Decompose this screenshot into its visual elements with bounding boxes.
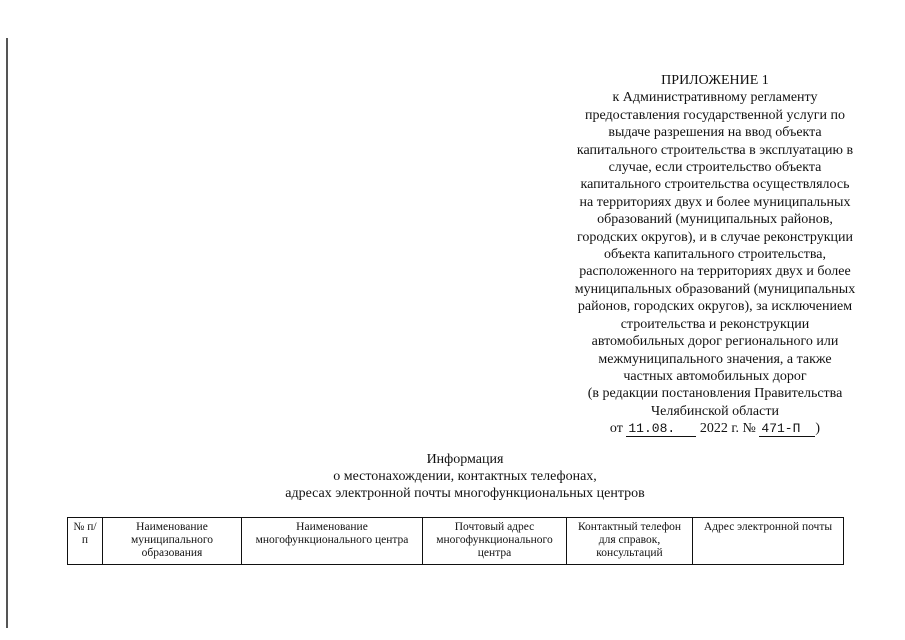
appendix-line: Челябинской области <box>651 403 779 419</box>
title-heading: Информация <box>426 452 504 467</box>
appendix-line: капитального строительства в эксплуатацию в <box>576 142 854 158</box>
col-header-postal-address: Почтовый адрес многофункционального центра <box>423 518 567 565</box>
col-header-phone: Контактный телефон для справок, консультаций <box>567 518 693 565</box>
appendix-line: объекта капитального строительства, <box>603 247 826 263</box>
appendix-line: (в редакции постановления Правительства <box>587 386 843 402</box>
col-header-mfc-name: Наименование многофункционального центра <box>242 518 423 565</box>
resolution-date-line <box>540 420 890 437</box>
col-header-number: № п/п <box>68 518 103 565</box>
appendix-line: муниципальных образований (муниципальных <box>574 281 856 297</box>
col-header-municipality: Наименование муниципального образования <box>103 518 242 565</box>
resolution-year: 2022 г. № <box>699 421 756 437</box>
appendix-line: к Административному регламенту <box>612 90 818 106</box>
appendix-line: автомобильных дорог регионального или <box>591 334 839 350</box>
appendix-line: строительства и реконструкции <box>620 316 810 332</box>
appendix-line: на территориях двух и более муниципальных <box>579 194 851 210</box>
col-header-email: Адрес электронной почты <box>693 518 844 565</box>
appendix-line: районов, городских округов), за исключением <box>577 299 853 315</box>
appendix-line: образований (муниципальных районов, <box>597 212 833 228</box>
appendix-line: частных автомобильных дорог <box>623 368 807 384</box>
appendix-line: капитального строительства осуществлялось <box>580 177 850 193</box>
date-prefix: от <box>609 421 623 437</box>
appendix-line: случае, если строительство объекта <box>608 160 822 176</box>
title-subheading: о местонахождении, контактных телефонах, <box>333 469 597 484</box>
appendix-line: городских округов), и в случае реконструкции <box>576 229 854 245</box>
resolution-date: 11.08. <box>626 422 696 437</box>
resolution-number: 471-П <box>759 422 815 437</box>
appendix-line: межмуниципального значения, а также <box>598 351 832 367</box>
appendix-title: ПРИЛОЖЕНИЕ 1 <box>661 73 769 88</box>
closing-paren: ) <box>815 421 821 437</box>
appendix-line: предоставления государственной услуги по <box>585 107 845 123</box>
appendix-line: выдаче разрешения на ввод объекта <box>608 125 822 141</box>
appendix-header <box>540 72 890 438</box>
document-title <box>200 451 730 502</box>
title-subheading: адресах электронной почты многофункциональных центров <box>285 486 645 501</box>
mfc-info-table <box>67 517 844 565</box>
page-edge <box>6 38 8 628</box>
appendix-line: расположенного на территориях двух и более <box>579 264 851 280</box>
table-header-row <box>68 518 844 565</box>
